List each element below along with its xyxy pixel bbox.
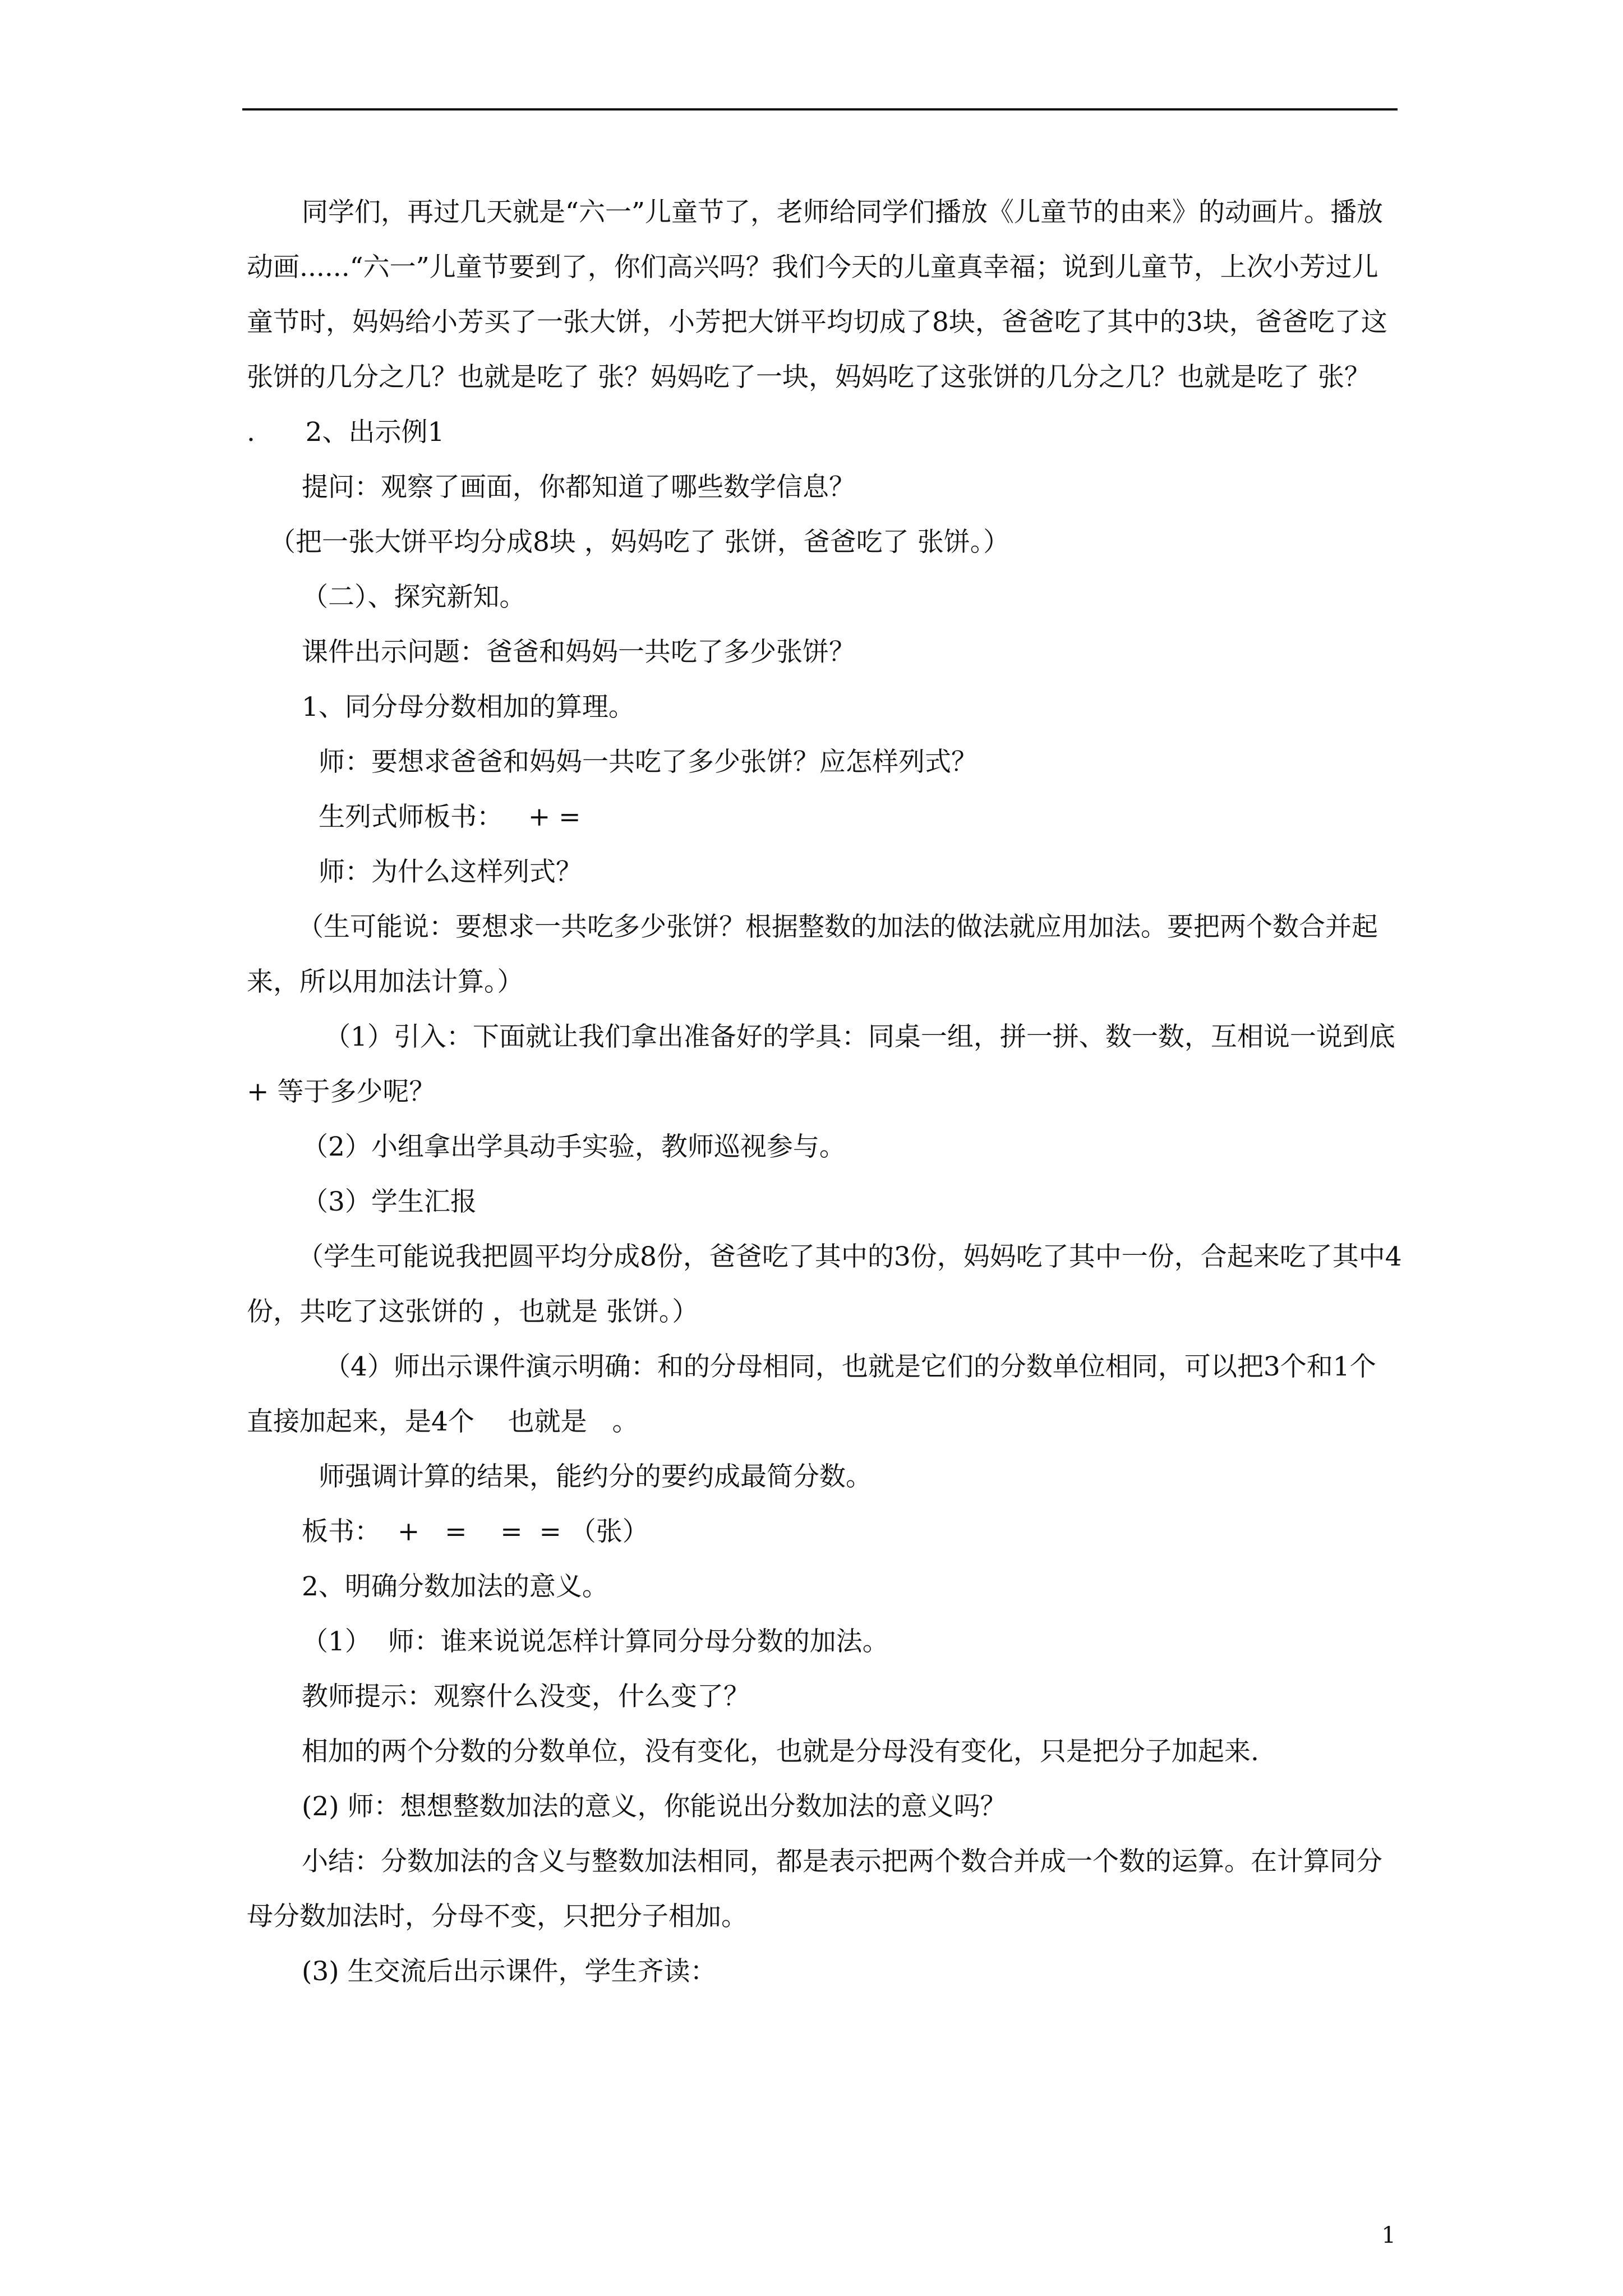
page-number: 1 — [1381, 2223, 1396, 2248]
courseware-question: 课件出示问题：爸爸和妈妈一共吃了多少张饼？ — [302, 637, 855, 668]
header-rule — [242, 108, 1398, 111]
subsection-2-heading: 2、明确分数加法的意义。 — [302, 1571, 608, 1602]
item-2-paragraph: (2) 师：想想整数加法的意义，你能说出分数加法的意义吗？ — [302, 1791, 1007, 1822]
step-1-paragraph: （1）引入：下面就让我们拿出准备好的学具：同桌一组，拼一拼、数一数，互相说一说到底 + 等于多少呢？ — [247, 1022, 1404, 1107]
info-paragraph: （把一张大饼平均分成8块 ，妈妈吃了 张饼，爸爸吃了 张饼。） — [269, 527, 1010, 558]
observation-paragraph: 相加的两个分数的分数单位，没有变化，也就是分母没有变化，只是把分子加起来. — [302, 1736, 1259, 1767]
step-3-paragraph: （3）学生汇报 — [302, 1186, 477, 1217]
item-3-paragraph: (3) 生交流后出示课件，学生齐读： — [302, 1956, 717, 1987]
document-body — [247, 185, 1402, 1999]
summary-paragraph: 小结：分数加法的含义与整数加法相同，都是表示把两个数合并成一个数的运算。在计算同分母分数加法时，分母不变，只把分子相加。 — [247, 1846, 1382, 1932]
step-2-paragraph: （2）小组拿出学具动手实验，教师巡视参与。 — [302, 1131, 846, 1162]
question-paragraph: 提问：观察了画面，你都知道了哪些数学信息？ — [302, 472, 855, 503]
item-1-paragraph: （1） 师：谁来说说怎样计算同分母分数的加法。 — [302, 1626, 889, 1657]
board-writing-1: 生列式师板书： + = — [319, 802, 581, 832]
teacher-hint: 教师提示：观察什么没变，什么变了？ — [302, 1681, 750, 1712]
student-report: （学生可能说我把圆平均分成8份，爸爸吃了其中的3份，妈妈吃了其中一份，合起来吃了其中4份，共吃了这张饼的 ，也就是 张饼。） — [247, 1241, 1402, 1327]
board-writing-2: 板书： + = = = （张） — [302, 1516, 649, 1547]
teacher-why: 师：为什么这样列式？ — [319, 857, 582, 887]
subsection-heading: 1、同分母分数相加的算理。 — [302, 692, 635, 723]
intro-paragraph: 同学们，再过几天就是“六一”儿童节了，老师给同学们播放《儿童节的由来》的动画片。播放动画......“六一”儿童节要到了，你们高兴吗？我们今天的儿童真幸福；说到儿童节，上次小芳过儿童节时，妈妈给小芳买了一张大饼，小芳把大饼平均切成了8块，爸爸吃了其中的3块，爸爸吃了这张饼的几分之几？也就是吃了 张？妈妈吃了一块，妈妈吃了这张饼的几分之几？也就是吃了 张？ — [247, 197, 1387, 393]
teacher-question: 师：要想求爸爸和妈妈一共吃了多少张饼？应怎样列式？ — [319, 747, 978, 777]
step-4-paragraph: （4）师出示课件演示明确：和的分母相同，也就是它们的分数单位相同，可以把3个和1个 直接加起来，是4个 也就是 。 — [247, 1351, 1385, 1437]
section-heading: （二）、探究新知。 — [302, 582, 526, 613]
student-answer: （生可能说：要想求一共吃多少张饼？根据整数的加法的做法就应用加法。要把两个数合并起来，所以用加法计算。） — [247, 912, 1378, 997]
teacher-emphasis: 师强调计算的结果，能约分的要约成最简分数。 — [319, 1461, 872, 1492]
example-heading: . 2、出示例1 — [247, 417, 445, 448]
